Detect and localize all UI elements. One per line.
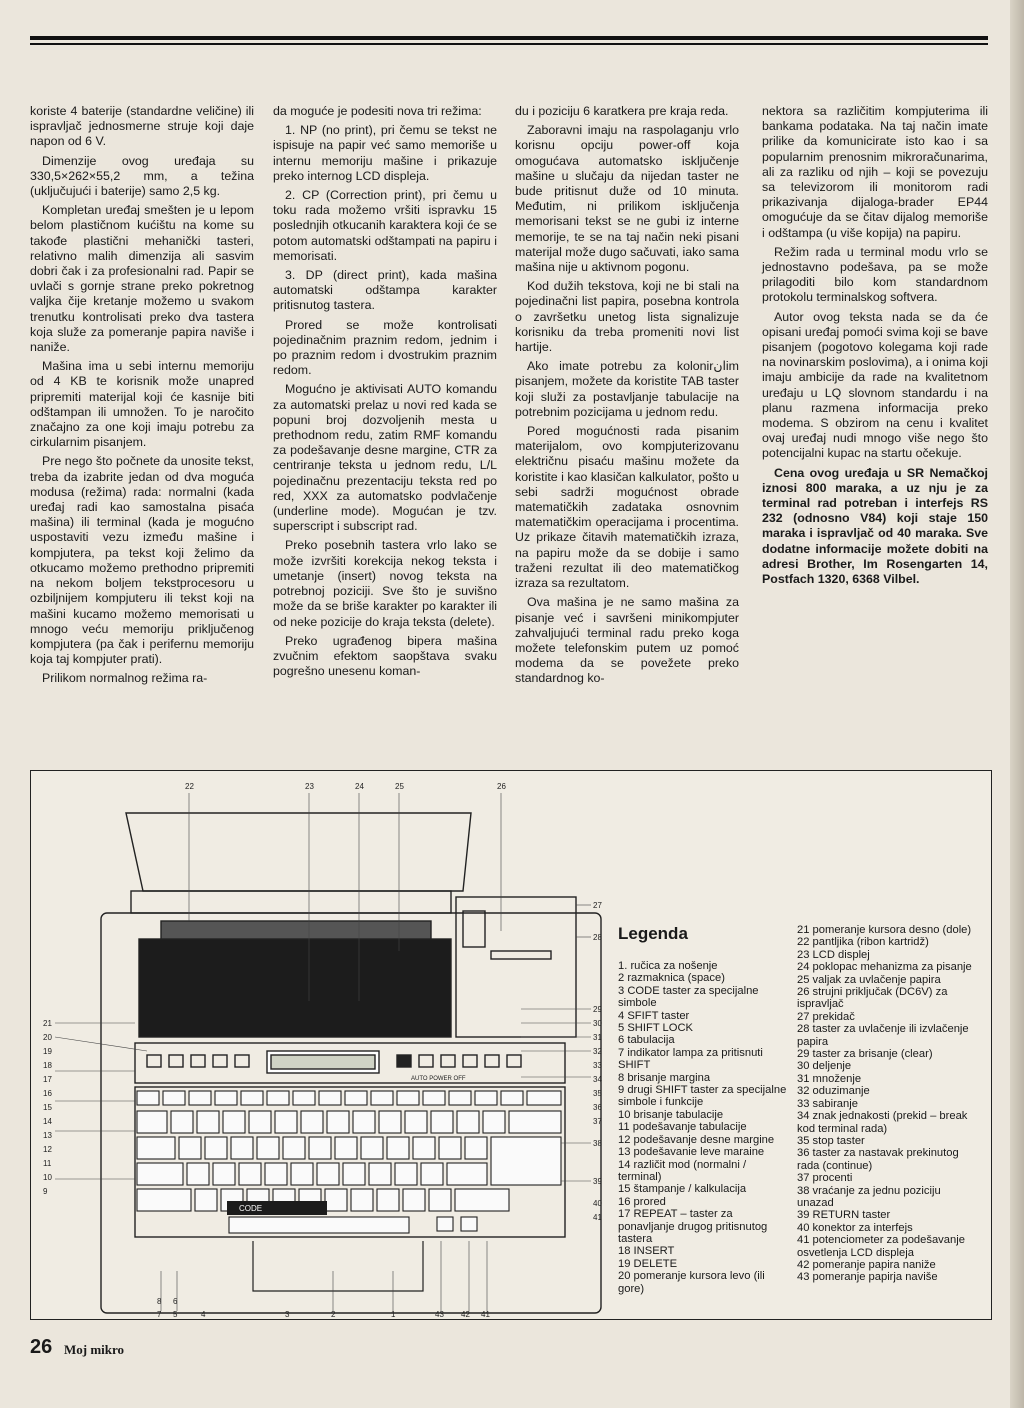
- legend-item: 8 brisanje margina: [618, 1071, 711, 1084]
- spacebar[interactable]: [229, 1217, 409, 1233]
- key-small[interactable]: [485, 1055, 499, 1067]
- legend-item: 30 deljenje: [797, 1060, 852, 1073]
- legend-item: 29 taster za brisanje (clear): [797, 1048, 933, 1061]
- legend-item: 11 podešavanje tabulacije: [618, 1121, 747, 1134]
- legend-item: 16 prored: [618, 1195, 666, 1208]
- legend-item: 15 štampanje / kalkulacija: [618, 1183, 747, 1196]
- text-column-2: [273, 104, 497, 683]
- svg-text:11: 11: [43, 1159, 52, 1168]
- power-switch: [491, 951, 551, 959]
- svg-text:1: 1: [391, 1310, 396, 1319]
- svg-text:17: 17: [43, 1075, 52, 1084]
- code-key-label: CODE: [239, 1204, 263, 1213]
- svg-text:8: 8: [157, 1297, 162, 1306]
- svg-text:26: 26: [497, 782, 506, 791]
- legend-list-left: [618, 960, 788, 1295]
- legend-item: 23 LCD displej: [797, 948, 870, 961]
- paragraph: Dimenzije ovog uređaja su 330,5×262×55,2 mm, a težina (uključujući i baterije) samo 2,5 kg.: [30, 153, 254, 199]
- svg-text:28: 28: [593, 933, 602, 942]
- svg-text:35: 35: [593, 1089, 602, 1098]
- legend-item: 26 strujni priključak (DC6V) za ispravljač: [797, 986, 948, 1011]
- top-rule: [30, 36, 988, 40]
- svg-text:30: 30: [593, 1019, 602, 1028]
- top-rule-thin: [30, 43, 988, 45]
- key-small[interactable]: [419, 1055, 433, 1067]
- text-column-1: [30, 104, 254, 691]
- svg-text:18: 18: [43, 1061, 52, 1070]
- svg-text:16: 16: [43, 1089, 52, 1098]
- legend-item: 37 procenti: [797, 1172, 853, 1185]
- legend-item: 10 brisanje tabulacije: [618, 1108, 724, 1121]
- paragraph: 2. CP (Correction print), pri čemu u toku rada možemo vršiti ispravku 15 poslednjih otkucanih karaktera koji će se potom automatski odštampati na papiru i memorisati.: [273, 188, 497, 263]
- legend-item: 3 CODE taster za specijalne simbole: [618, 984, 759, 1010]
- svg-text:13: 13: [43, 1131, 52, 1140]
- paragraph: Prored se može kontrolisati pojedinačnim praznim redom, jednim i po praznim redom i dvostrukim praznim redom.: [273, 317, 497, 378]
- price-info-paragraph: Cena ovog uređaja u SR Nemačkoj iznosi 800 maraka, a uz nju je za terminal rad potreban i interfejs RS 232 (odnosno V84) koji staje 150 maraka i ispravljač od 40 maraka. Sve dodatne informacije možete dobiti na adresi Brother, Im Rosengarten 14, Postfach 1320, 6368 Vilbel.: [762, 465, 988, 587]
- legend-item: 41 potenciometer za podešavanje osvetlenja LCD displeja: [797, 1234, 965, 1259]
- legend-item: 1. ručica za nošenje: [618, 960, 718, 972]
- svg-text:31: 31: [593, 1033, 602, 1042]
- key-small[interactable]: [213, 1055, 227, 1067]
- svg-text:6: 6: [173, 1297, 178, 1306]
- legend-item: 35 stop taster: [797, 1134, 865, 1147]
- paragraph: Kompletan uređaj smešten je u lepom belom plastičnom kućištu na kome su takođe plastični mehanički tasteri, relativno malih dimenzija ali sasvim dobri čak i za profesionalni rad. Papir se uvlači s gornje strane preko pokretnog valjka čije kretanje možemo u svakom trenutku kontrolisati preko dva tastera koja služe za pomeranje papira naviše i naniže.: [30, 203, 254, 355]
- paper-cover: [126, 813, 471, 891]
- key-small[interactable]: [463, 1055, 477, 1067]
- svg-text:37: 37: [593, 1117, 602, 1126]
- page-number: 26: [30, 1336, 53, 1358]
- paper-guide: [131, 891, 451, 913]
- paragraph: Preko posebnih tastera vrlo lako se može izvršiti korekcija nekog teksta i umetanje (insert) novog teksta na potrebnoj poziciji. Sve što je suvišno može da se briše karakter po karakter ili od neke pozicije do kraja teksta (delete).: [273, 538, 497, 629]
- svg-text:43: 43: [435, 1310, 444, 1319]
- paragraph: nektora sa različitim kompjuterima ili bankama podataka. Na taj način imate prilike da komunicirate isto kao i sa popularnim prenosnim mikroračunarima, ali za razliku od njih – koji se povezuju sa televizorom ili monitorom radi prikazivanja dijaloga-brader EP44 omogućuje da se čitav dijalog memoriše i odštampa (u više kopija) na papiru.: [762, 104, 988, 240]
- legend-item: 31 množenje: [797, 1072, 862, 1085]
- legend-item: 25 valjak za uvlačenje papira: [797, 973, 941, 986]
- key-paper-down[interactable]: [461, 1217, 477, 1231]
- legend-item: 33 sabiranje: [797, 1097, 858, 1110]
- svg-text:12: 12: [43, 1145, 52, 1154]
- auto-power-off-label: AUTO POWER OFF: [411, 1076, 466, 1082]
- svg-text:36: 36: [593, 1103, 602, 1112]
- paragraph: Pre nego što počnete da unosite tekst, treba da izabrite jedan od dva moguća modusa (režima) rada: normalni (kada uređaj radi kao samostalna pisaća mašina) ili terminal (kada je mogućno uspostaviti vezu između mašine i kompjutera, pa tekst koji želimo da otkucamo možemo prethodno pripremiti na nekom boljem tekstprocesoru u ozbiljnijem kompjuteru ili tekst koji na mašini kucamo možemo memorisati u mnogo veću memoriju priključenog kompjutera (pa čak i perifernu memoriju koja taj kompjuter prati).: [30, 454, 254, 667]
- legend-item: 5 SHIFT LOCK: [618, 1022, 694, 1035]
- legend-item: 28 taster za uvlačenje ili izvlačenje papira: [797, 1023, 969, 1048]
- text-column-3: [515, 104, 739, 691]
- svg-text:22: 22: [185, 782, 194, 791]
- paragraph: Mašina ima u sebi internu memoriju od 4 KB te korisnik može unapred pripremiti materijal koji će kasnije biti odštampan ili umnožen. To je naročito značajno za one koji imaju potrebu za cirkularnim pisanjem.: [30, 359, 254, 450]
- paragraph: Kod dužih tekstova, koji ne bi stali na pojedinačni list papira, posebna kontrola o završetku unetog lista signalizuje korisniku da treba promeniti novi list hartije.: [515, 279, 739, 355]
- svg-text:27: 27: [593, 901, 602, 910]
- paragraph: koriste 4 baterije (standardne veličine) ili ispravljač jednosmerne struje koji daje napon od 6 V.: [30, 104, 254, 149]
- key-small[interactable]: [507, 1055, 521, 1067]
- legend-item: 20 pomeranje kursora levo (ili gore): [618, 1270, 765, 1295]
- paragraph: Zaboravni imaju na raspolaganju vrlo korisnu opciju power-off koja omogućava automatsko isključenje mašine u slučaju da nijedan taster ne bude pritisnut duže od 10 minuta. Međutim, ni prilikom isključenja memorisani tekst se ne gubi iz interne memorije, te se na taj način neki pisani materijal može dugo sačuvati, iako sama mašina nije u aktivnom pogonu.: [515, 123, 739, 275]
- svg-text:21: 21: [43, 1019, 52, 1028]
- legend-title: Legenda: [618, 924, 688, 943]
- paragraph: 3. DP (direct print), kada mašina automatski odštampa karakter pritisnutog tastera.: [273, 268, 497, 313]
- legend-item: 27 prekidač: [797, 1010, 855, 1023]
- legend-item: 18 INSERT: [618, 1245, 675, 1258]
- legend-item: 12 podešavanje desne margine: [618, 1133, 775, 1146]
- paragraph: Mogućno je aktivisati AUTO komandu za automatski prelaz u novi red kada se popuni broj dozvoljenih mesta u prethodnom redu, zatim RMF komandu za podešavanje desne margine, CTR za centriranje teksta u jednom redu, L/L pojedinačnu prezentaciju teksta red po red, XXX za automatsko podvlačenje (underline mode). Mogućan je tzv. superscript i subscript rad.: [273, 382, 497, 534]
- svg-text:20: 20: [43, 1033, 52, 1042]
- paragraph: Prilikom normalnog režima ra-: [42, 671, 208, 686]
- svg-text:24: 24: [355, 782, 364, 791]
- legend-item: 40 konektor za interfejs: [797, 1221, 913, 1234]
- svg-text:34: 34: [593, 1075, 602, 1084]
- legend-item: 42 pomeranje papira naniže: [797, 1258, 936, 1271]
- svg-text:32: 32: [593, 1047, 602, 1056]
- svg-text:19: 19: [43, 1047, 52, 1056]
- legend-item: 43 pomeranje papirja naviše: [797, 1271, 938, 1284]
- key-small[interactable]: [235, 1055, 249, 1067]
- paragraph: da moguće je podesiti nova tri režima:: [273, 104, 482, 118]
- legend-item: 2 razmaknica (space): [618, 972, 725, 985]
- legend-item: 34 znak jednakosti (prekid – break kod terminal rada): [797, 1110, 968, 1135]
- key-small[interactable]: [169, 1055, 183, 1067]
- key-row-1: [137, 1091, 561, 1105]
- legend-list-right: [797, 924, 977, 1284]
- key-small[interactable]: [397, 1055, 411, 1067]
- platen-roller: [161, 921, 431, 939]
- svg-text:41: 41: [593, 1213, 602, 1222]
- paragraph: Autor ovog teksta nada se da će opisani uređaj pomoći svima koji se bave pisanjem (pogotovo kolegama koji rade na novinarskim poslovima), a i onima koji imaju ambicije da rade na kvalitetnom uređaju u LQ slovnom standardu i na planu razmena informacija preko modema. S obzirom na cenu i kvalitet ovaj uređaj nudi mnogo više nego što potencijalni kupac na startu očekuje.: [762, 309, 988, 461]
- paragraph: 1. NP (no print), pri čemu se tekst ne ispisuje na papir već samo memoriše u internu memoriju mašine i prikazuje preko internog LCD displeja.: [273, 123, 497, 183]
- svg-text:38: 38: [593, 1139, 602, 1148]
- legend-item: 38 vraćanje za jednu poziciju unazad: [797, 1184, 941, 1209]
- paragraph: Preko ugrađenog bipera mašina zvučnim efektom saopštava svaku pogrešno unesenu koman-: [273, 633, 497, 679]
- mechanism-window: [139, 939, 451, 1037]
- paper-feed-knob: [463, 911, 485, 947]
- legend-item: 36 taster za nastavak prekinutog rada (continue): [797, 1147, 959, 1172]
- right-module: [456, 897, 576, 1037]
- legend-item: 4 SFIFT taster: [618, 1009, 690, 1022]
- paragraph: Režim rada u terminal modu vrlo se jednostavno podešava, pa se može prilagoditi bilo kom standardnom protokolu terminalskog softvera.: [762, 244, 988, 305]
- legend-item: 21 pomeranje kursora desno (dole): [797, 924, 972, 936]
- legend-item: 9 drugi SHIFT taster za specijalne simbole i funkcije: [618, 1084, 787, 1109]
- svg-text:23: 23: [305, 782, 314, 791]
- svg-text:29: 29: [593, 1005, 602, 1014]
- carry-handle: [253, 1241, 423, 1291]
- text-column-4: [762, 104, 988, 591]
- svg-text:5: 5: [173, 1310, 178, 1319]
- paragraph: Ova mašina je ne samo mašina za pisanje već i savršeni minikompjuter zahvaljujući terminal radu preko koga možete telefonskim putem uz pomoć modema da se povežete preko standardnog ko-: [515, 595, 739, 686]
- key-small[interactable]: [191, 1055, 205, 1067]
- legend-item: 39 RETURN taster: [797, 1209, 891, 1222]
- legend-item: 17 REPEAT – taster za ponavljanje drugog pritisnutog tastera: [618, 1208, 768, 1245]
- svg-text:33: 33: [593, 1061, 602, 1070]
- svg-text:42: 42: [461, 1310, 470, 1319]
- legend-item: 22 pantljika (ribon kartridž): [797, 936, 929, 949]
- key-row-4: [137, 1163, 487, 1185]
- page-edge: [1010, 0, 1024, 1408]
- svg-text:3: 3: [285, 1310, 290, 1319]
- svg-text:10: 10: [43, 1173, 52, 1182]
- svg-text:14: 14: [43, 1117, 52, 1126]
- magazine-name: Moj mikro: [64, 1342, 125, 1357]
- key-small[interactable]: [441, 1055, 455, 1067]
- legend-item: 32 oduzimanje: [797, 1085, 870, 1098]
- lcd-screen: [271, 1055, 375, 1069]
- key-paper-up[interactable]: [437, 1217, 453, 1231]
- legend-item: 14 različit mod (normalni / terminal): [618, 1158, 747, 1183]
- legend-item: 13 podešavanie leve maraine: [618, 1146, 765, 1159]
- key-small[interactable]: [147, 1055, 161, 1067]
- paragraph: Pored mogućnosti rada pisanim materijalom, ovo kompjuterizovanu električnu pisaću mašinu možete da koristite i kao klasičan kalkulator, pošto u sebi sadrži mogućnost obrade matematičkih zadataka osnovnim matematičkim operacijama i procentima. Uz prikaze čitavih matematičkih izraza, na papiru može da se dobije i samo traženi rezultat ili deo matematičkog izraza sa rezultatom.: [515, 424, 739, 591]
- paragraph: du i poziciju 6 karatkera pre kraja reda.: [515, 104, 729, 118]
- legend-item: 19 DELETE: [618, 1257, 678, 1270]
- svg-text:2: 2: [331, 1310, 336, 1319]
- svg-text:40: 40: [593, 1199, 602, 1208]
- legend-item: 7 indikator lampa za pritisnuti SHIFT: [618, 1046, 763, 1072]
- key-row-2: [137, 1111, 561, 1133]
- paragraph: Ako imate potrebu za kolonirانim pisanjem, možete da koristite TAB taster koji služi za postavljanje tabulacije na potrebnim pozicijama u jednom redu.: [515, 359, 739, 419]
- svg-text:7: 7: [157, 1310, 162, 1319]
- svg-text:41: 41: [481, 1310, 490, 1319]
- legend-item: 6 tabulacija: [618, 1034, 675, 1047]
- svg-text:25: 25: [395, 782, 404, 791]
- svg-text:15: 15: [43, 1103, 52, 1112]
- svg-text:4: 4: [201, 1310, 206, 1319]
- svg-text:39: 39: [593, 1177, 602, 1186]
- legend-item: 24 poklopac mehanizma za pisanje: [797, 961, 972, 974]
- svg-text:9: 9: [43, 1187, 48, 1196]
